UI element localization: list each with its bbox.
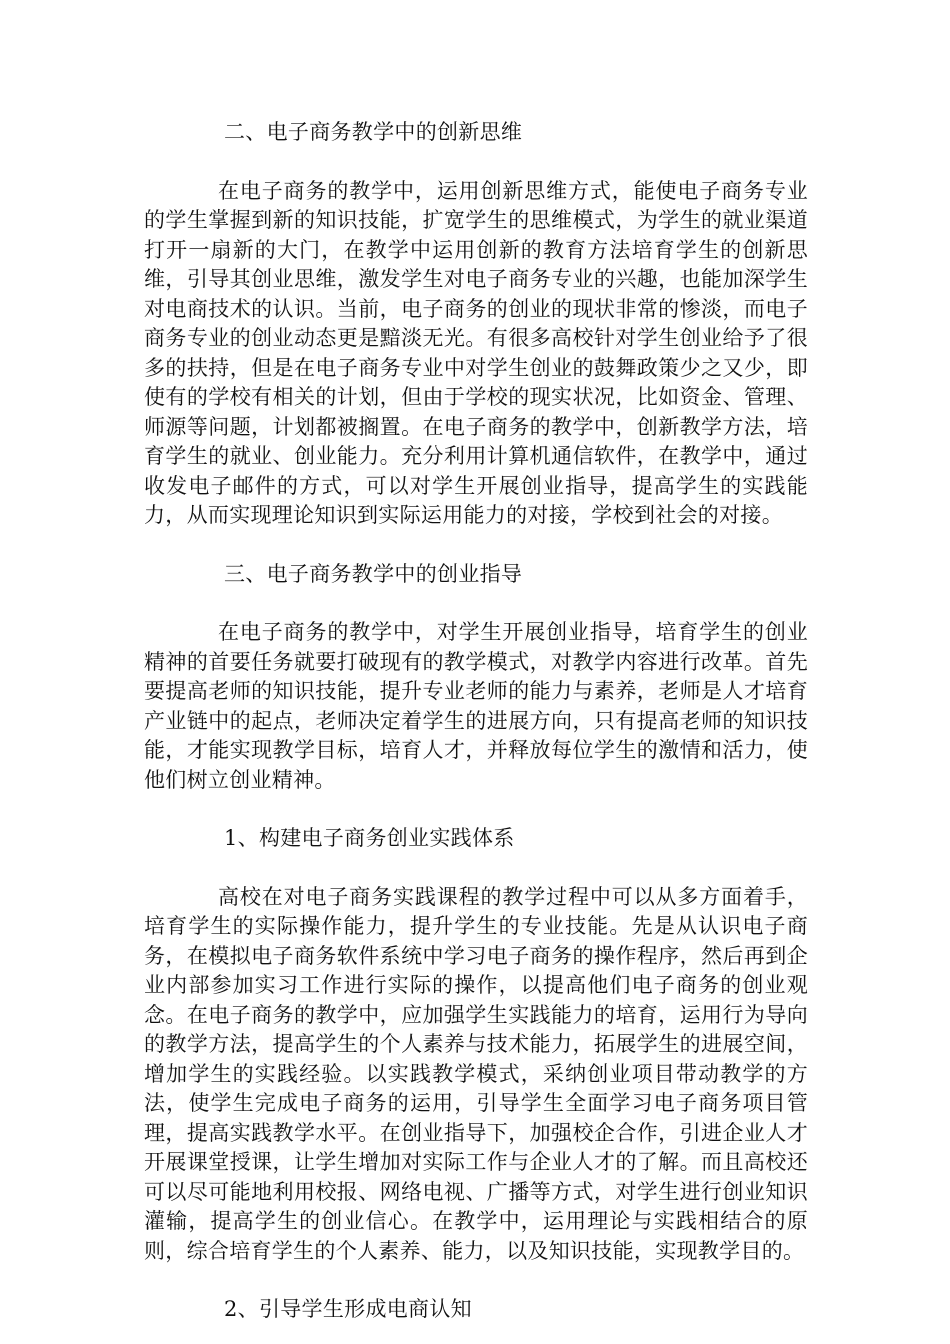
section-paragraph: 在电子商务的教学中，运用创新思维方式，能使电子商务专业的学生掌握到新的知识技能，扩宽学生的思维模式，为学生的就业渠道打开一扇新的大门，在教学中运用创新的教育方法培育学生的创新思维，引导其创业思维，激发学生对电子商务专业的兴趣，也能加深学生对电商技术的认识。当前，电子商务的创业的现状非常的惨淡，而电子商务专业的创业动态更是黯淡无光。有很多高校针对学生创业给予了很多的扶持，但是在电子商务专业中对学生创业的鼓舞政策少之又少，即使有的学校有相关的计划，但由于学校的现实状况，比如资金、管理、师源等问题，计划都被搁置。在电子商务的教学中，创新教学方法，培育学生的就业、创业能力。充分利用计算机通信软件，在教学中，通过收发电子邮件的方式，可以对学生开展创业指导，提高学生的实践能力，从而实现理论知识到实际运用能力的对接，学校到社会的对接。 [144, 178, 808, 527]
subsection-heading-2: 2、引导学生形成电商认知 [224, 1297, 472, 1321]
subsection-heading-1: 1、构建电子商务创业实践体系 [224, 826, 515, 850]
section-heading-3: 三、电子商务教学中的创业指导 [224, 561, 523, 586]
section-paragraph: 高校在对电子商务实践课程的教学过程中可以从多方面着手，培育学生的实际操作能力，提升学生的专业技能。先是从认识电子商务，在模拟电子商务软件系统中学习电子商务的操作程序，然后再到企业内部参加实习工作进行实际的操作，以提高他们电子商务的创业观念。在电子商务的教学中，应加强学生实践能力的培育，运用行为导向的教学方法，提高学生的个人素养与技术能力，拓展学生的进展空间，增加学生的实践经验。以实践教学模式，采纳创业项目带动教学的方法，使学生完成电子商务的运用，引导学生全面学习电子商务项目管理，提高实践教学水平。在创业指导下，加强校企合作，引进企业人才开展课堂授课，让学生增加对实际工作与企业人才的了解。而且高校还可以尽可能地利用校报、网络电视、广播等方式，对学生进行创业知识灌输，提高学生的创业信心。在教学中，运用理论与实践相结合的原则，综合培育学生的个人素养、能力，以及知识技能，实现教学目的。 [144, 884, 808, 1263]
section-paragraph: 在电子商务的教学中，对学生开展创业指导，培育学生的创业精神的首要任务就要打破现有的教学模式，对教学内容进行改革。首先要提高老师的知识技能，提升专业老师的能力与素养，老师是人才培育产业链中的起点，老师决定着学生的进展方向，只有提高老师的知识技能，才能实现教学目标，培育人才，并释放每位学生的激情和活力，使他们树立创业精神。 [144, 620, 808, 792]
section-heading-2: 二、电子商务教学中的创新思维 [224, 120, 523, 144]
document-body [144, 118, 808, 1325]
